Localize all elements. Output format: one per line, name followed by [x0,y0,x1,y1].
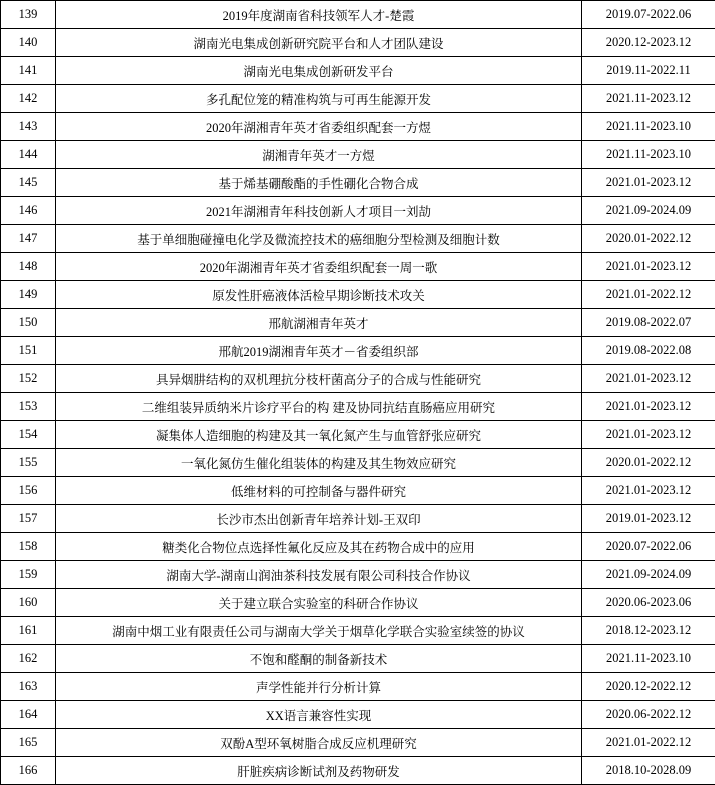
project-period-cell: 2020.01-2022.12 [582,225,715,253]
project-period-cell: 2021.01-2023.12 [582,169,715,197]
row-number-cell: 140 [1,29,56,57]
project-name-cell: 一氧化氮仿生催化组装体的构建及其生物效应研究 [56,449,582,477]
project-period-cell: 2021.01-2023.12 [582,393,715,421]
project-period-cell: 2019.08-2022.07 [582,309,715,337]
project-name-cell: 邢航2019湖湘青年英才－省委组织部 [56,337,582,365]
table-row [1,505,715,533]
project-name-cell: 多孔配位笼的精准构筑与可再生能源开发 [56,85,582,113]
table-row [1,477,715,505]
row-number-cell: 154 [1,421,56,449]
project-period-cell: 2021.09-2024.09 [582,561,715,589]
project-period-cell: 2021.11-2023.10 [582,113,715,141]
project-period-cell: 2019.07-2022.06 [582,1,715,29]
row-number-cell: 145 [1,169,56,197]
project-period-cell: 2019.08-2022.08 [582,337,715,365]
table-row [1,421,715,449]
row-number-cell: 139 [1,1,56,29]
project-period-cell: 2021.01-2022.12 [582,281,715,309]
row-number-cell: 161 [1,617,56,645]
project-period-cell: 2021.01-2023.12 [582,365,715,393]
row-number-cell: 144 [1,141,56,169]
project-name-cell: 具异烟肼结构的双机理抗分枝杆菌高分子的合成与性能研究 [56,365,582,393]
project-name-cell: 湖南中烟工业有限责任公司与湖南大学关于烟草化学联合实验室续签的协议 [56,617,582,645]
row-number-cell: 160 [1,589,56,617]
project-name-cell: 凝集体人造细胞的构建及其一氧化氮产生与血管舒张应研究 [56,421,582,449]
project-name-cell: XX语言兼容性实现 [56,701,582,729]
table-row [1,673,715,701]
row-number-cell: 152 [1,365,56,393]
project-name-cell: 2021年湖湘青年科技创新人才项目一刘劼 [56,197,582,225]
table-row [1,393,715,421]
project-period-cell: 2021.11-2023.12 [582,85,715,113]
project-period-cell: 2021.01-2022.12 [582,729,715,757]
table-row [1,253,715,281]
row-number-cell: 141 [1,57,56,85]
project-name-cell: 长沙市杰出创新青年培养计划-王双印 [56,505,582,533]
table-row [1,729,715,757]
project-period-cell: 2021.11-2023.10 [582,645,715,673]
table-row [1,197,715,225]
project-period-cell: 2020.06-2023.06 [582,589,715,617]
table-row [1,57,715,85]
table-row [1,309,715,337]
project-name-cell: 声学性能并行分析计算 [56,673,582,701]
project-name-cell: 湖南大学-湖南山润油茶科技发展有限公司科技合作协议 [56,561,582,589]
row-number-cell: 164 [1,701,56,729]
project-name-cell: 2020年湖湘青年英才省委组织配套一周一歌 [56,253,582,281]
row-number-cell: 157 [1,505,56,533]
row-number-cell: 151 [1,337,56,365]
project-name-cell: 不饱和醛酮的制备新技术 [56,645,582,673]
table-row [1,85,715,113]
table-row [1,701,715,729]
row-number-cell: 146 [1,197,56,225]
table-row [1,365,715,393]
project-period-cell: 2021.11-2023.10 [582,141,715,169]
project-name-cell: 肝脏疾病诊断试剂及药物研发 [56,757,582,785]
project-period-cell: 2020.12-2023.12 [582,29,715,57]
table-row [1,337,715,365]
table-row [1,589,715,617]
project-name-cell: 糖类化合物位点选择性氟化反应及其在药物合成中的应用 [56,533,582,561]
table-row [1,645,715,673]
project-period-cell: 2021.09-2024.09 [582,197,715,225]
project-name-cell: 2020年湖湘青年英才省委组织配套一方煜 [56,113,582,141]
row-number-cell: 150 [1,309,56,337]
table-row [1,757,715,785]
project-name-cell: 基于单细胞碰撞电化学及微流控技术的癌细胞分型检测及细胞计数 [56,225,582,253]
row-number-cell: 158 [1,533,56,561]
table-row [1,449,715,477]
project-name-cell: 湖湘青年英才一方煜 [56,141,582,169]
project-name-cell: 湖南光电集成创新研究院平台和人才团队建设 [56,29,582,57]
row-number-cell: 149 [1,281,56,309]
row-number-cell: 159 [1,561,56,589]
table-row [1,169,715,197]
project-period-cell: 2018.12-2023.12 [582,617,715,645]
project-name-cell: 邢航湖湘青年英才 [56,309,582,337]
table-row [1,141,715,169]
table-row [1,113,715,141]
table-row [1,281,715,309]
project-period-cell: 2020.12-2022.12 [582,673,715,701]
table-row [1,533,715,561]
project-name-cell: 双酚A型环氧树脂合成反应机理研究 [56,729,582,757]
project-name-cell: 关于建立联合实验室的科研合作协议 [56,589,582,617]
project-name-cell: 二维组装异质纳米片诊疗平台的构 建及协同抗结直肠癌应用研究 [56,393,582,421]
project-period-cell: 2019.11-2022.11 [582,57,715,85]
row-number-cell: 162 [1,645,56,673]
project-name-cell: 湖南光电集成创新研发平台 [56,57,582,85]
project-name-cell: 原发性肝癌液体活检早期诊断技术攻关 [56,281,582,309]
row-number-cell: 142 [1,85,56,113]
row-number-cell: 155 [1,449,56,477]
table-row [1,29,715,57]
row-number-cell: 163 [1,673,56,701]
table-row [1,617,715,645]
table-row [1,1,715,29]
project-period-cell: 2020.01-2022.12 [582,449,715,477]
row-number-cell: 147 [1,225,56,253]
project-period-cell: 2020.07-2022.06 [582,533,715,561]
row-number-cell: 143 [1,113,56,141]
table-row [1,561,715,589]
project-name-cell: 基于烯基硼酸酯的手性硼化合物合成 [56,169,582,197]
row-number-cell: 153 [1,393,56,421]
project-name-cell: 低维材料的可控制备与器件研究 [56,477,582,505]
row-number-cell: 165 [1,729,56,757]
row-number-cell: 148 [1,253,56,281]
project-period-cell: 2021.01-2023.12 [582,421,715,449]
row-number-cell: 166 [1,757,56,785]
project-period-cell: 2020.06-2022.12 [582,701,715,729]
project-period-cell: 2021.01-2023.12 [582,253,715,281]
project-period-cell: 2019.01-2023.12 [582,505,715,533]
table-body [1,1,715,785]
project-period-cell: 2018.10-2028.09 [582,757,715,785]
project-period-cell: 2021.01-2023.12 [582,477,715,505]
project-name-cell: 2019年度湖南省科技领军人才-楚霞 [56,1,582,29]
row-number-cell: 156 [1,477,56,505]
table-row [1,225,715,253]
